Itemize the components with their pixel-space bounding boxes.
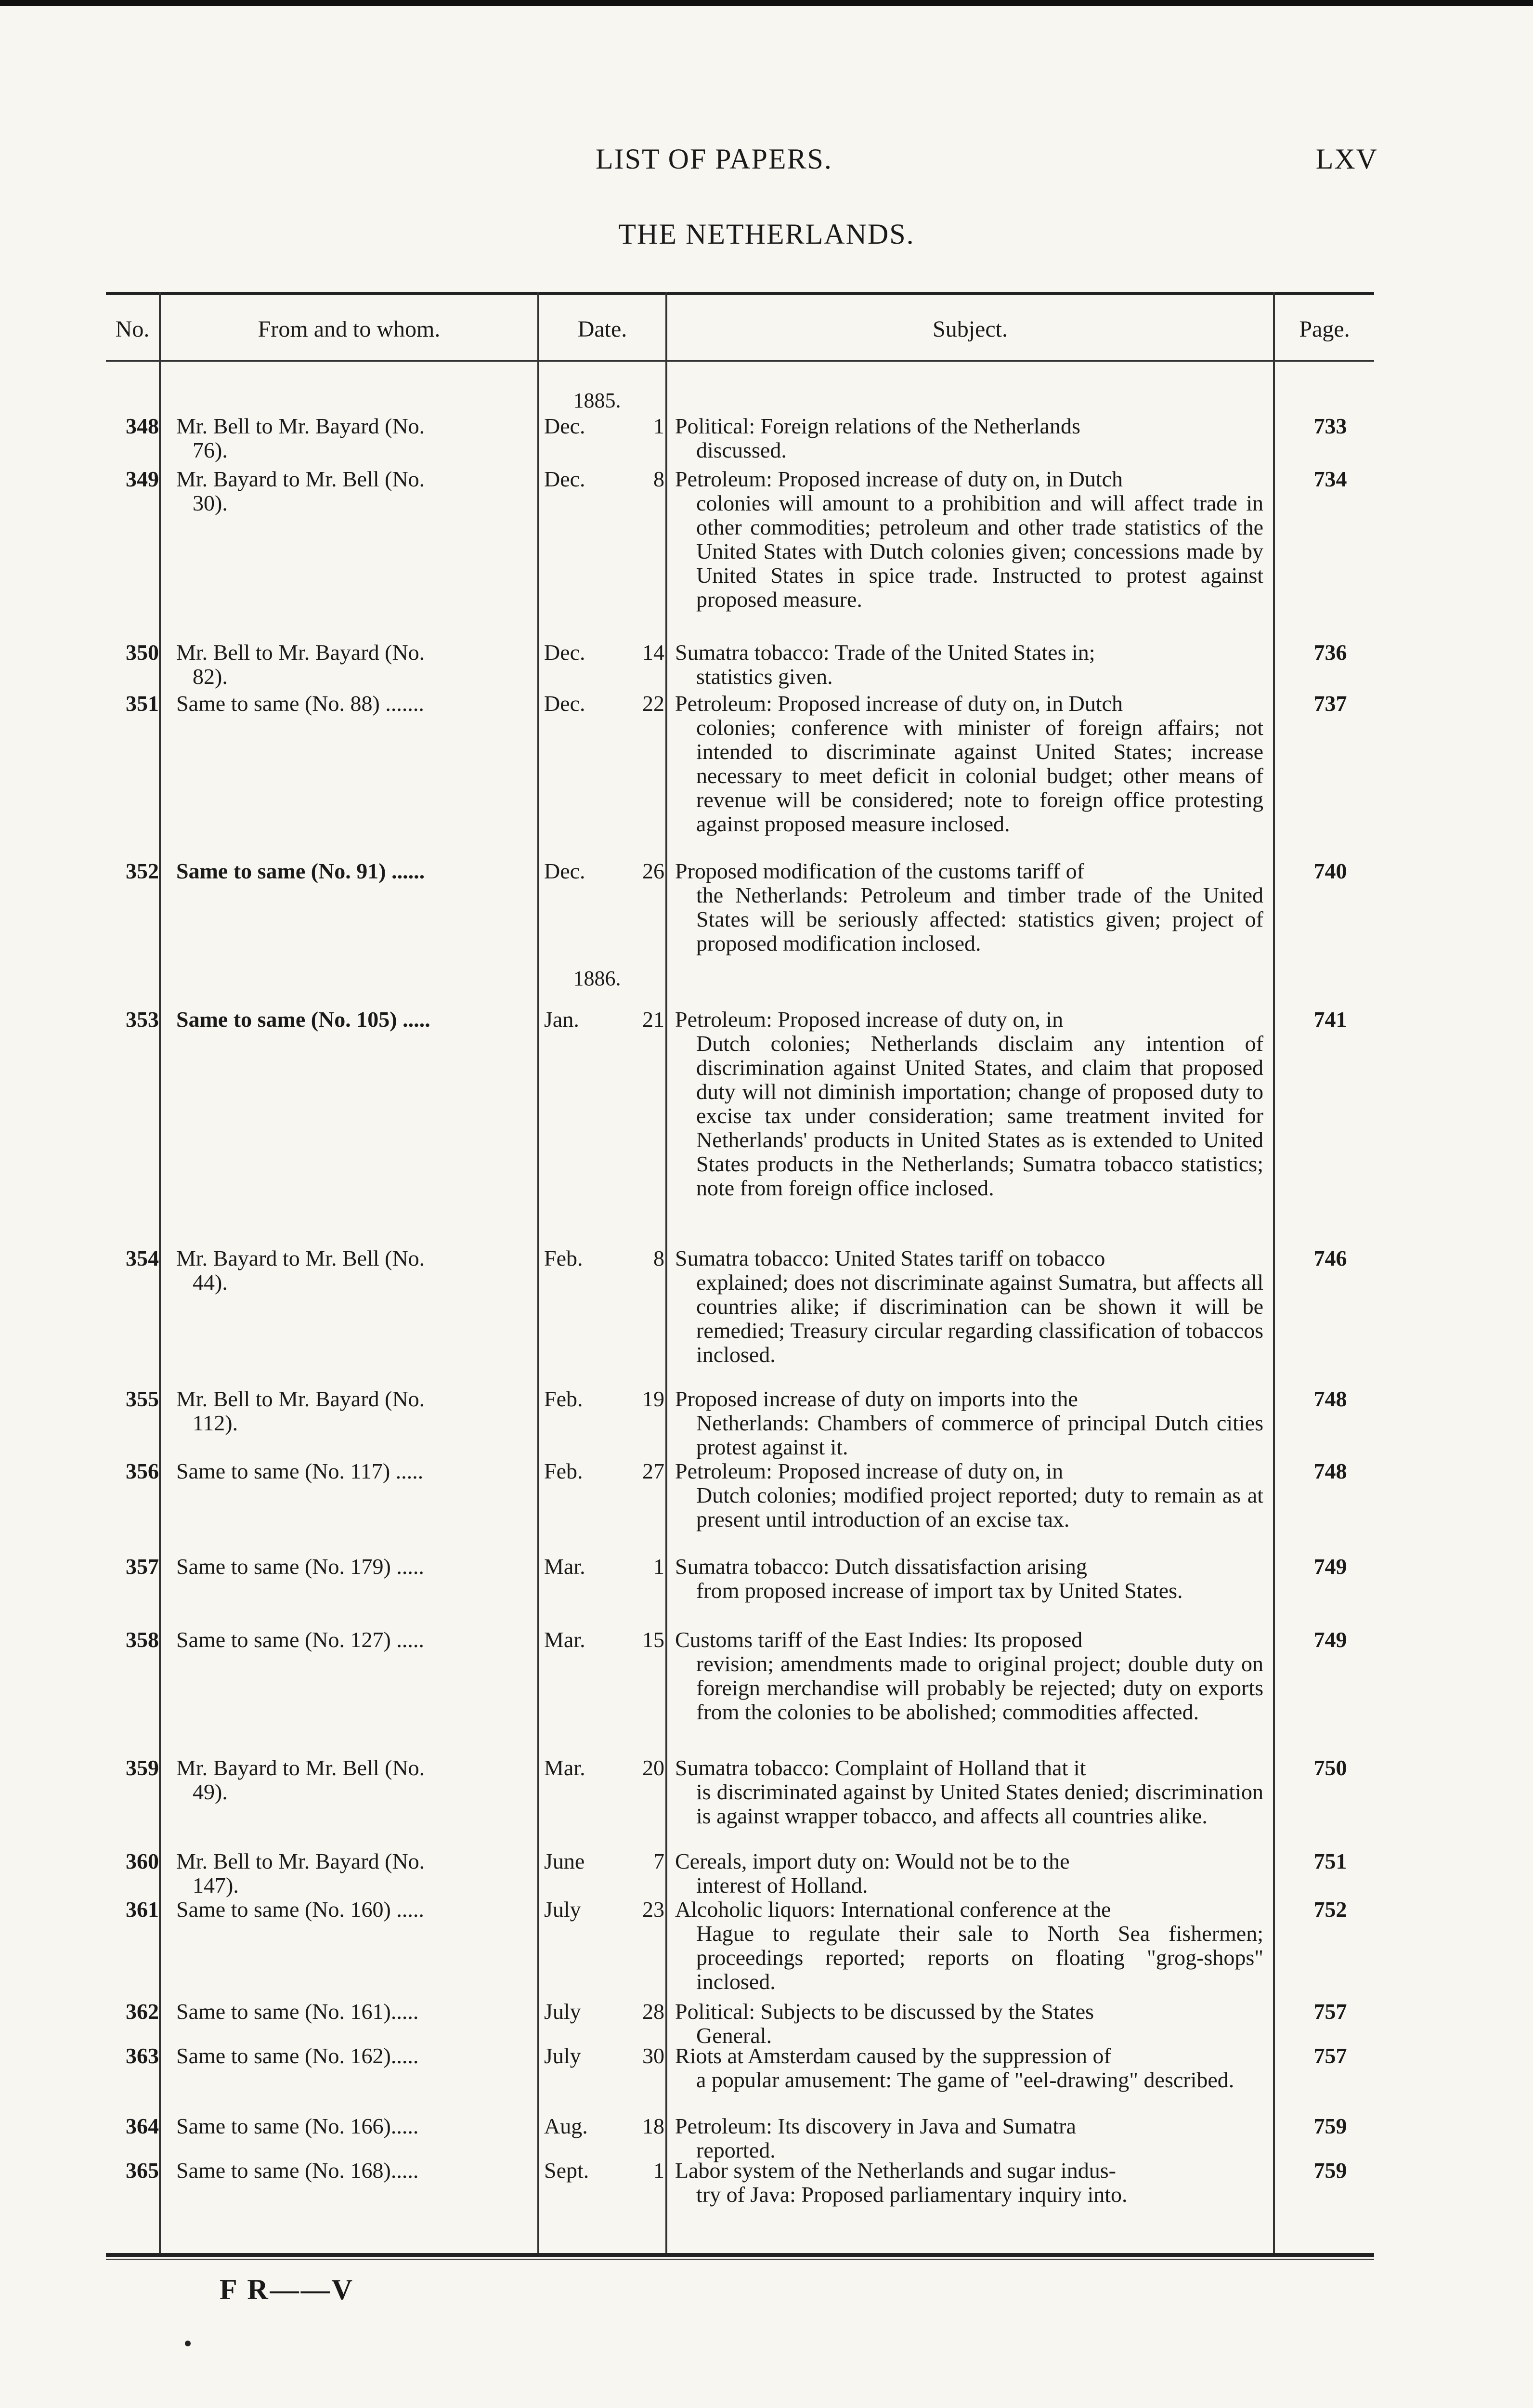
date-month: Dec. [544,640,585,665]
subject [675,2000,1263,2048]
subject-line: Alcoholic liquors: International conference at the [675,1897,1111,1922]
page-ref: 733 [1313,414,1347,438]
subject-line: Proposed increase of duty on imports into the [675,1387,1078,1411]
subject-line: Sumatra tobacco: Dutch dissatisfaction arising [675,1554,1087,1579]
top-border [0,0,1533,6]
subject [675,1246,1263,1367]
date-month: Mar. [544,1554,585,1579]
date-month: Feb. [544,1459,583,1483]
date-month: July [544,2043,581,2068]
date-month: Feb. [544,1246,583,1270]
paper-number: 354 [126,1246,159,1270]
page-ref: 759 [1313,2158,1347,2183]
date-month: Dec. [544,859,585,883]
subject-continued: colonies will amount to a prohibition and will affect trade in other commodities; petroleum and other trade statistics of the United States with Dutch colonies given; concessions made by United States in spice trade. Instructed to protest against proposed measure. [696,491,1263,612]
subject [675,859,1263,955]
page-ref: 759 [1313,2114,1347,2138]
subject [675,2044,1263,2092]
subject-line: Proposed modification of the customs tariff of [675,859,1084,883]
from-to-continued: 30). [193,491,228,515]
subject-continued: Dutch colonies; modified project reported; duty to remain as at present until introduction of an excise tax. [696,1483,1263,1531]
date-month: Dec. [544,414,585,438]
page-ref: 752 [1313,1897,1347,1922]
col-header-page: Page. [1299,316,1350,342]
paper-number: 365 [126,2158,159,2183]
subject-continued: interest of Holland. [696,1873,868,1898]
from-to-line: Same to same (No. 127) ..... [176,1627,424,1652]
date-month: Mar. [544,1627,585,1652]
from-to-line: Mr. Bell to Mr. Bayard (No. [176,1387,425,1411]
date-month: Dec. [544,691,585,716]
subject-continued: discussed. [696,438,787,462]
date-day: 1 [653,1554,664,1579]
paper-number: 358 [126,1627,159,1652]
page-ref: 751 [1313,1849,1347,1873]
subject [675,641,1263,689]
page-ref: 746 [1313,1246,1347,1270]
subject-line: Sumatra tobacco: Complaint of Holland that it [675,1755,1086,1780]
date-month: Sept. [544,2158,589,2183]
date-month: Aug. [544,2114,588,2138]
subject-continued: colonies; conference with minister of foreign affairs; not intended to discriminate against United States; increase necessary to meet deficit in colonial budget; other means of revenue will be considered; note to foreign office protesting against proposed measure inclosed. [696,715,1263,836]
from-to-line: Same to same (No. 160) ..... [176,1897,424,1922]
subject-continued: a popular amusement: The game of "eel-drawing" described. [696,2068,1234,2092]
subject [675,1459,1263,1531]
col-header-from: From and to whom. [258,316,441,342]
from-to-continued: 44). [193,1270,228,1295]
subject-continued: revision; amendments made to original project; double duty on foreign merchandise will probably be rejected; duty on exports from the colonies to be abolished; commodities affected. [696,1651,1263,1724]
subject-continued: the Netherlands: Petroleum and timber trade of the United States will be seriously affected: statistics given; project of proposed modification inclosed. [696,883,1263,955]
subject-continued: is discriminated against by United States denied; discrimination is against wrapper tobacco, and affects all countries alike. [696,1780,1263,1828]
column-divider [159,292,161,2253]
from-to-line: Mr. Bell to Mr. Bayard (No. [176,1849,425,1873]
subject [675,1628,1263,1724]
date-day: 20 [642,1755,664,1780]
page-ref: 757 [1313,2043,1347,2068]
paper-number: 364 [126,2114,159,2138]
page-number: LXV [1315,143,1378,175]
subject [675,2159,1263,2207]
subject-line: Petroleum: Proposed increase of duty on, in Dutch [675,467,1123,491]
header-rule [106,360,1374,362]
subject-continued: General. [696,2023,772,2048]
page-ref: 748 [1313,1387,1347,1411]
page-ref: 734 [1313,467,1347,491]
date-day: 8 [653,467,664,491]
subject [675,1898,1263,1994]
col-header-subject: Subject. [933,316,1008,342]
date-day: 22 [642,691,664,716]
table-bottom-rule [106,2253,1374,2257]
from-to-line: Same to same (No. 179) ..... [176,1554,424,1579]
date-day: 19 [642,1387,664,1411]
subject-line: Labor system of the Netherlands and sugar indus- [675,2158,1116,2183]
date-day: 15 [642,1627,664,1652]
page-ref: 749 [1313,1627,1347,1652]
from-to-line: Same to same (No. 161)..... [176,1999,419,2024]
date-month: June [544,1849,585,1873]
subject [675,2114,1263,2162]
column-divider [1273,292,1275,2253]
page-ref: 737 [1313,691,1347,716]
from-to-line: Same to same (No. 91) ...... [176,859,425,883]
subject [675,1008,1263,1200]
date-month: Mar. [544,1755,585,1780]
subject-line: Customs tariff of the East Indies: Its proposed [675,1627,1083,1652]
page-ref: 757 [1313,1999,1347,2024]
page-ref: 741 [1313,1007,1347,1032]
from-to-continued: 76). [193,438,228,462]
paper-number: 357 [126,1554,159,1579]
subject-continued: from proposed increase of import tax by United States. [696,1578,1183,1603]
page-ref: 736 [1313,640,1347,665]
subject-continued: Netherlands: Chambers of commerce of principal Dutch cities protest against it. [696,1411,1263,1459]
date-day: 28 [642,1999,664,2024]
subject [675,1555,1263,1603]
subject-continued: explained; does not discriminate against Sumatra, but affects all countries alike; if discrimination can be shown it will be remedied; Treasury circular regarding classification of tobaccos inclosed. [696,1270,1263,1367]
from-to-continued: 49). [193,1780,228,1804]
paper-number: 363 [126,2043,159,2068]
subject-continued: Hague to regulate their sale to North Sea fishermen; proceedings reported; reports on floating "grog-shops" inclosed. [696,1921,1263,1994]
subject [675,1387,1263,1459]
paper-number: 351 [126,691,159,716]
subject-line: Petroleum: Proposed increase of duty on, in [675,1459,1064,1483]
subject-line: Petroleum: Proposed increase of duty on, in [675,1007,1064,1032]
date-day: 23 [642,1897,664,1922]
col-header-date: Date. [577,316,627,342]
date-month: Jan. [544,1007,579,1032]
table-top-rule [106,292,1374,295]
date-month: July [544,1897,581,1922]
date-day: 8 [653,1246,664,1270]
from-to-line: Mr. Bayard to Mr. Bell (No. [176,1246,425,1270]
table-bottom-rule-thin [106,2259,1374,2260]
running-title: LIST OF PAPERS. [596,143,832,175]
page-ref: 748 [1313,1459,1347,1483]
section-title: THE NETHERLANDS. [618,218,915,250]
paper-number: 349 [126,467,159,491]
subject-continued: statistics given. [696,664,833,689]
date-day: 27 [642,1459,664,1483]
date-month: July [544,1999,581,2024]
date-day: 1 [653,2158,664,2183]
from-to-line: Same to same (No. 105) ..... [176,1007,430,1032]
subject [675,414,1263,462]
date-month: Dec. [544,467,585,491]
page-ref: 740 [1313,859,1347,883]
from-to-line: Mr. Bayard to Mr. Bell (No. [176,467,425,491]
col-header-no: No. [115,316,150,342]
subject-line: Petroleum: Proposed increase of duty on, in Dutch [675,691,1123,716]
paper-number: 352 [126,859,159,883]
subject-line: Petroleum: Its discovery in Java and Sumatra [675,2114,1076,2138]
date-day: 14 [642,640,664,665]
subject-line: Sumatra tobacco: United States tariff on tobacco [675,1246,1105,1270]
from-to-continued: 112). [193,1411,238,1435]
subject-line: Political: Subjects to be discussed by the States [675,1999,1094,2024]
page-ref: 749 [1313,1554,1347,1579]
subject [675,1849,1263,1898]
date-day: 21 [642,1007,664,1032]
from-to-line: Same to same (No. 88) ....... [176,691,424,716]
from-to-line: Same to same (No. 117) ..... [176,1459,424,1483]
from-to-line: Same to same (No. 168)..... [176,2158,419,2183]
column-divider [665,292,667,2253]
subject-line: Riots at Amsterdam caused by the suppression of [675,2043,1111,2068]
subject [675,467,1263,612]
paper-number: 359 [126,1755,159,1780]
date-day: 7 [653,1849,664,1873]
from-to-line: Same to same (No. 162)..... [176,2043,419,2068]
paper-number: 355 [126,1387,159,1411]
ink-dot [185,2341,191,2346]
paper-number: 348 [126,414,159,438]
subject [675,692,1263,836]
paper-number: 353 [126,1007,159,1032]
subject [675,1756,1263,1828]
paper-number: 350 [126,640,159,665]
subject-line: Cereals, import duty on: Would not be to the [675,1849,1070,1873]
from-to-continued: 82). [193,664,228,689]
year-label: 1886. [573,967,621,990]
page-ref: 750 [1313,1755,1347,1780]
date-day: 1 [653,414,664,438]
paper-number: 362 [126,1999,159,2024]
paper-number: 356 [126,1459,159,1483]
subject-continued: try of Java: Proposed parliamentary inquiry into. [696,2182,1128,2207]
date-day: 30 [642,2043,664,2068]
signature-mark: F R——V [220,2274,355,2305]
paper-number: 360 [126,1849,159,1873]
from-to-line: Mr. Bayard to Mr. Bell (No. [176,1755,425,1780]
date-day: 18 [642,2114,664,2138]
from-to-line: Mr. Bell to Mr. Bayard (No. [176,414,425,438]
subject-line: Political: Foreign relations of the Netherlands [675,414,1080,438]
from-to-continued: 147). [193,1873,239,1898]
from-to-line: Same to same (No. 166)..... [176,2114,419,2138]
subject-line: Sumatra tobacco: Trade of the United States in; [675,640,1095,665]
subject-continued: Dutch colonies; Netherlands disclaim any intention of discrimination against United States, and claim that proposed duty will not diminish importation; change of proposed duty to excise tax under consideration; same treatment invited for Netherlands' products in United States as is extended to United States products in the Netherlands; Sumatra tobacco statistics; note from foreign office inclosed. [696,1031,1263,1200]
subject-continued: reported. [696,2138,776,2162]
date-month: Feb. [544,1387,583,1411]
paper-number: 361 [126,1897,159,1922]
year-label: 1885. [573,389,621,412]
date-day: 26 [642,859,664,883]
from-to-line: Mr. Bell to Mr. Bayard (No. [176,640,425,665]
